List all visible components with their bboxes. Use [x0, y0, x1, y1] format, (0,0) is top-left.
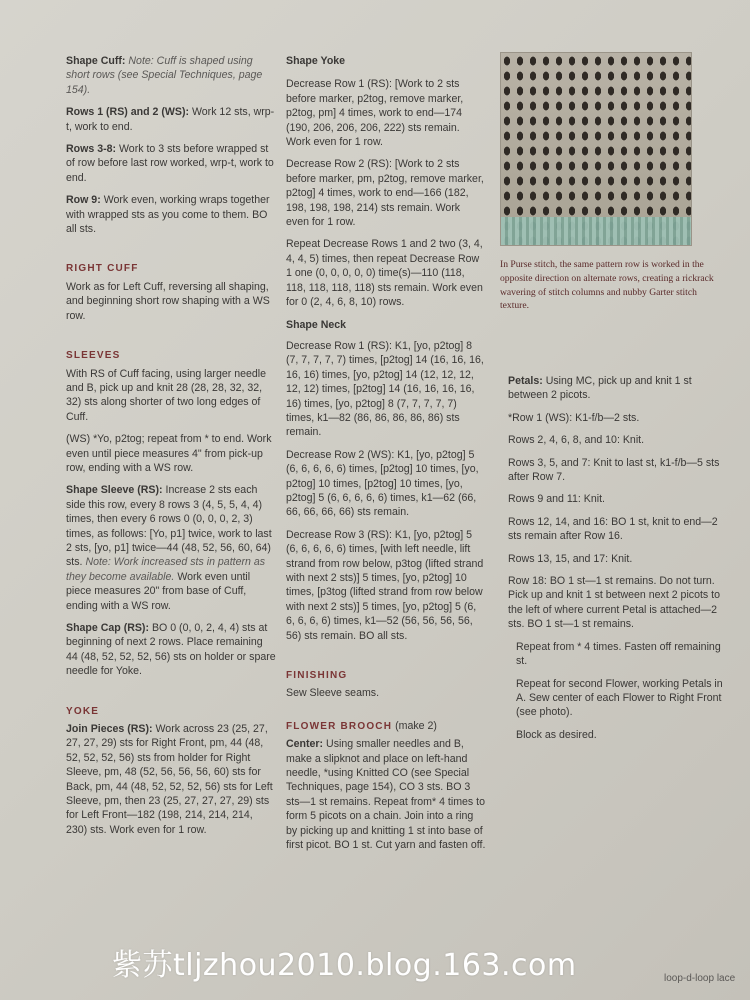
shape-cap-label: Shape Cap (RS):: [66, 622, 149, 634]
right-cuff-heading: RIGHT CUFF: [66, 263, 139, 275]
rows246-label: Rows 2, 4, 6, 8, and 10:: [508, 434, 620, 447]
center-text: Using smaller needles and B, make a slipknot and place on left-hand needle, *using Knitted CO (see Special Techniques, page 154), CO 3 sts. BO 3 sts—1 st remains. Repeat from* 4 times to form 5 picots on a chain. Join into a ring by picking up and knitting 1 st into base of first picot. BO 1 st. Cut yarn and fasten off.: [286, 738, 486, 852]
row18-para: [508, 574, 723, 632]
rows911-text: Knit.: [583, 493, 605, 506]
running-footer: loop-d-loop lace: [664, 973, 736, 984]
center-label: Center:: [286, 738, 324, 751]
column-right: [508, 374, 723, 750]
shape-yoke-heading: Shape Yoke: [286, 55, 346, 67]
right-cuff-text: Work as for Left Cuff, reversing all shaping, and beginning short row shaping with a WS row.: [66, 280, 270, 322]
shape-sleeve-label: Shape Sleeve (RS):: [66, 484, 163, 497]
join-pieces-text: Work across 23 (25, 27, 27, 27, 29) sts for Right Front, pm, 44 (48, 52, 52, 52, 56) sts from holder for Right Sleeve, pm, 48 (52, 56, 56, 56, 60) sts for Back, pm, 44 (48, 52, 52, 52, 56) sts for Left Sleeve, pm, then 23 (25, 27, 27, 27, 29) sts for Left Front—182 (198, 214, 214, 214, 230) sts. Work even for 1 row.: [66, 723, 273, 836]
rows38-label: Rows 3-8:: [66, 143, 117, 156]
garter-border: [501, 217, 691, 245]
dec2-text: [Work to 2 sts before marker, pm, p2tog, remove marker, p2tog] 4 times, work to end—166 (182, 198, 198, 198, 214) sts remain. Work even for 1 row.: [286, 158, 484, 229]
join-pieces-label: Join Pieces (RS):: [66, 723, 153, 736]
center-para: [286, 737, 486, 852]
shape-cuff-para: [66, 54, 276, 97]
repeat-dec-text: Repeat Decrease Rows 1 and 2 two (3, 4, 4, 4, 5) times, then repeat Decrease Row 1 one (0, 0, 0, 0, 0) time(s)—110 (118, 118, 118, 118, 118) sts remain. Work even for 0 (2, 4, 6, 8, 10) rows.: [286, 238, 483, 309]
row18-label: Row 18:: [508, 575, 547, 588]
shape-sleeve-note: Note: Work increased sts in pattern as they become available.: [66, 556, 266, 583]
repeat-second-text: Repeat for second Flower, working Petals in A. Sew center of each Flower to Right Front (see photo).: [516, 677, 723, 719]
row1-text: K1-f/b—2 sts.: [575, 411, 640, 424]
row1-para: [508, 411, 723, 425]
neck3-para: [286, 528, 486, 643]
flower-brooch-title: FLOWER BROOCH: [286, 720, 393, 732]
shape-sleeve-text: Increase 2 sts each side this row, every 8 rows 3 (4, 5, 5, 4, 4) times, then every 6 rows 0 (0, 0, 0, 2, 3) times, as follows: [Yo, p1] twice, work to last 2 sts, [yo, p1] twice—44 (48, 52, 56, 60, 64) sts.: [66, 484, 272, 569]
shape-cuff-label: Shape Cuff:: [66, 55, 126, 67]
watermark: 紫苏tljzhou2010.blog.163.com: [112, 948, 577, 983]
petals-label: Petals:: [508, 375, 543, 387]
dec1-para: [286, 77, 486, 149]
shape-sleeve-tail: Work even until piece measures 20" from base of Cuff, ending with a WS row.: [66, 570, 251, 612]
shape-neck-heading: Shape Neck: [286, 318, 347, 331]
dec2-para: [286, 157, 486, 229]
rows911-para: [508, 492, 723, 506]
rows12-para: [66, 105, 276, 134]
neck1-text: K1, [yo, p2tog] 8 (7, 7, 7, 7, 7) times, [p2tog] 14 (16, 16, 16, 16, 16) times, [yo, p2tog] 14 (12, 12, 12, 12, 12) times, [p2tog] 14 (16, 16, 16, 16, 16) times, [yo, p2tog] 8 (7, 7, 7, 7, 7) times, k1—82 (86, 86, 86, 86, 86) sts remain.: [286, 339, 484, 439]
rows1214-label: Rows 12, 14, and 16:: [508, 515, 609, 528]
finishing-text: Sew Sleeve seams.: [286, 687, 380, 700]
dec1-label: Decrease Row 1 (RS):: [286, 78, 392, 91]
column-left: [66, 54, 276, 845]
shape-sleeve-para: [66, 483, 276, 613]
row1-label: *Row 1 (WS):: [508, 411, 573, 424]
neck2-label: Decrease Row 2 (WS):: [286, 448, 395, 461]
row9-text: Work even, working wraps together with wrapped sts as you come to them. BO all sts.: [66, 194, 270, 236]
shape-cuff-note: Note: Cuff is shaped using short rows (see Special Techniques, page 154).: [66, 55, 263, 96]
photo-caption: In Purse stitch, the same pattern row is worked in the opposite direction on alternate rows, creating a rickrack wavering of stitch columns and nubby Garter stitch texture.: [500, 259, 714, 312]
finishing-heading: FINISHING: [286, 670, 348, 682]
flower-brooch-heading: [286, 719, 486, 734]
rows357-label: Rows 3, 5, and 7:: [508, 456, 591, 469]
neck3-text: K1, [yo, p2tog] 5 (6, 6, 6, 6, 6) times, [with left needle, lift strand from row below, p3tog (lifted strand with next 2 sts)] 5 times, [yo, p2tog] 10 times, [p3tog (lifted strand from row below with next 2 sts)] 5 times, [yo, p2tog] 5 (6, 6, 6, 6, 6) times, k1—52 (56, 56, 56, 56, 56) sts remain. BO all sts.: [286, 528, 484, 642]
purse-stitch-swatch-photo: [500, 52, 692, 246]
shape-cap-para: [66, 621, 276, 679]
sleeves-heading: SLEEVES: [66, 350, 121, 362]
sleeves-text: With RS of Cuff facing, using larger needle and B, pick up and knit 28 (28, 28, 32, 32, 32) sts along shorter of two long edges of Cuff.: [66, 367, 267, 423]
rows38-text: Work to 3 sts before wrapped st of row before last row worked, wrp-t, work to end.: [66, 143, 274, 184]
rows1214-text: BO 1 st, knit to end—2 sts remain after Row 16.: [508, 515, 718, 543]
neck1-label: Decrease Row 1 (RS):: [286, 339, 392, 352]
row9-para: [66, 193, 276, 236]
row18-text: BO 1 st—1 st remains. Do not turn. Pick up and knit 1 st between next 2 picots to the left of where current Petal is attached—2 sts. BO 1 st—1 st remains.: [508, 575, 720, 631]
yoke-heading: YOKE: [66, 705, 100, 717]
repeat4-text: Repeat from * 4 times. Fasten off remaining st.: [516, 640, 721, 668]
petals-text: Using MC, pick up and knit 1 st between 2 picots.: [508, 375, 692, 402]
neck2-para: [286, 448, 486, 520]
rows246-text: Knit.: [622, 434, 645, 447]
dec1-text: [Work to 2 sts before marker, p2tog, remove marker, p2tog, pm] 4 times, work to end—174 (190, 206, 206, 206, 222) sts remain. Work even for 1 row.: [286, 78, 464, 149]
rows1315-label: Rows 13, 15, and 17:: [508, 552, 609, 565]
rows1315-para: [508, 552, 723, 566]
rows38-para: [66, 142, 276, 185]
rows911-label: Rows 9 and 11:: [508, 493, 581, 506]
neck3-label: Decrease Row 3 (RS):: [286, 528, 392, 541]
block-text: Block as desired.: [516, 728, 597, 741]
rows1214-para: [508, 515, 723, 544]
rows12-label: Rows 1 (RS) and 2 (WS):: [66, 106, 190, 119]
petals-para: [508, 374, 723, 403]
join-pieces-para: [66, 722, 276, 837]
neck2-text: K1, [yo, p2tog] 5 (6, 6, 6, 6, 6) times, [p2tog] 10 times, [yo, p2tog] 10 times, [p2tog] 10 times, [yo, p2tog] 5 (6, 6, 6, 6, 6) times, k1—62 (66, 66, 66, 66, 66) sts remain.: [286, 448, 479, 519]
rows1315-text: Knit.: [611, 552, 633, 565]
column-middle: [286, 54, 486, 861]
dec2-label: Decrease Row 2 (RS):: [286, 158, 392, 171]
row9-label: Row 9:: [66, 194, 101, 207]
rows357-para: [508, 456, 723, 485]
shape-cap-text: BO 0 (0, 0, 2, 4, 4) sts at beginning of next 2 rows. Place remaining 44 (48, 52, 52, 52, 56) sts on holder or spare needle for Yoke.: [66, 622, 276, 678]
neck1-para: [286, 339, 486, 440]
rows246-para: [508, 433, 723, 447]
rows357-text: Knit to last st, k1-f/b—5 sts after Row 7.: [508, 456, 720, 484]
ws-text: (WS) *Yo, p2tog; repeat from * to end. Work even until piece measures 4" from pick-up row, ending with a WS row.: [66, 433, 272, 474]
rows12-text: Work 12 sts, wrp-t, work to end.: [66, 106, 275, 133]
flower-brooch-note: (make 2): [392, 719, 437, 732]
